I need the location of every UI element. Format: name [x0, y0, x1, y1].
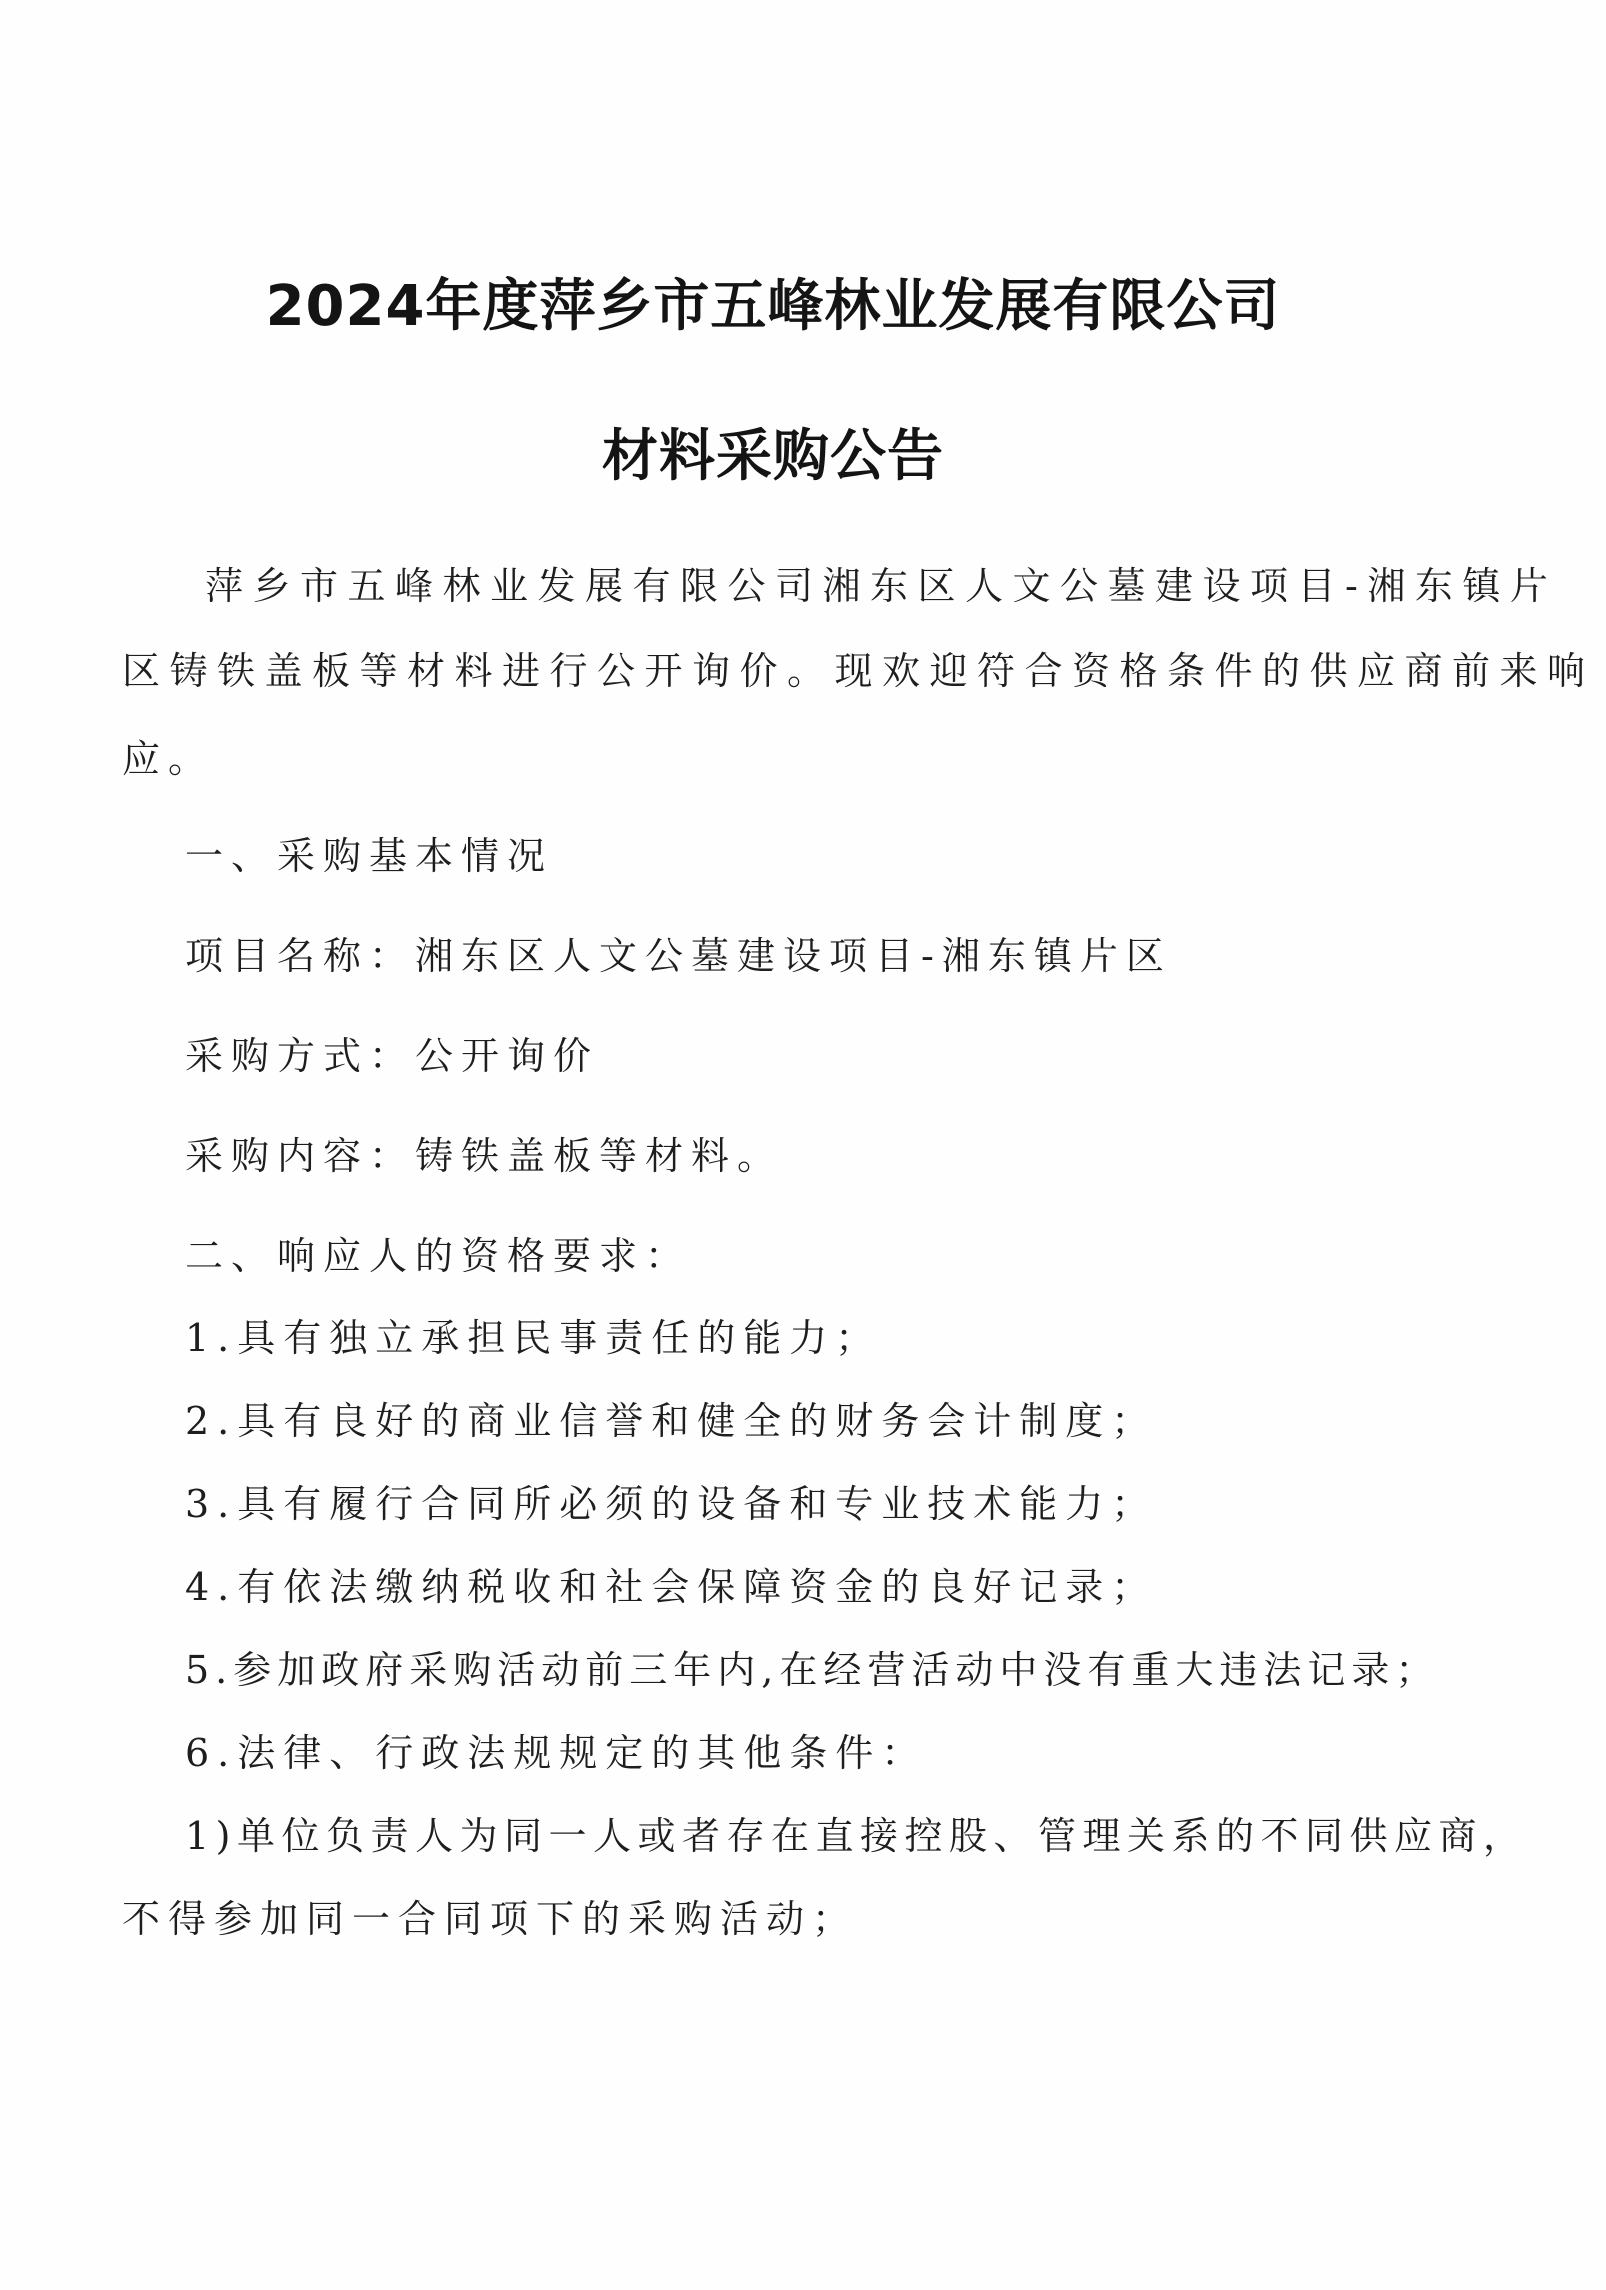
requirement-item: 5.参加政府采购活动前三年内,在经营活动中没有重大违法记录；: [185, 1648, 1440, 1692]
document-title-line1: 2024年度萍乡市五峰林业发展有限公司: [265, 274, 1281, 339]
section-heading-qualifications: 二、响应人的资格要求：: [185, 1234, 692, 1278]
intro-paragraph-line3: 应。: [122, 737, 215, 781]
requirement-item: 6.法律、行政法规规定的其他条件：: [185, 1731, 928, 1775]
project-name-line: 项目名称：湘东区人文公墓建设项目-湘东镇片区: [185, 934, 1172, 978]
document-title-line2: 材料采购公告: [602, 424, 944, 489]
requirement-item: 1.具有独立承担民事责任的能力；: [185, 1316, 882, 1360]
requirement-item: 4.有依法缴纳税收和社会保障资金的良好记录；: [185, 1565, 1158, 1609]
sub-requirement-line2: 不得参加同一合同项下的采购活动；: [122, 1897, 859, 1941]
section-heading-basic-info: 一、采购基本情况: [185, 834, 554, 878]
requirement-item: 3.具有履行合同所必须的设备和专业技术能力；: [185, 1482, 1158, 1526]
requirement-item: 2.具有良好的商业信誉和健全的财务会计制度；: [185, 1399, 1158, 1443]
procurement-content-line: 采购内容：铸铁盖板等材料。: [185, 1134, 784, 1178]
intro-paragraph-line1: 萍乡市五峰林业发展有限公司湘东区人文公墓建设项目-湘东镇片: [205, 564, 1558, 608]
intro-paragraph-line2: 区铸铁盖板等材料进行公开询价。现欢迎符合资格条件的供应商前来响: [122, 649, 1595, 693]
sub-requirement-line1: 1)单位负责人为同一人或者存在直接控股、管理关系的不同供应商，: [185, 1814, 1528, 1858]
procurement-method-line: 采购方式：公开询价: [185, 1034, 600, 1078]
